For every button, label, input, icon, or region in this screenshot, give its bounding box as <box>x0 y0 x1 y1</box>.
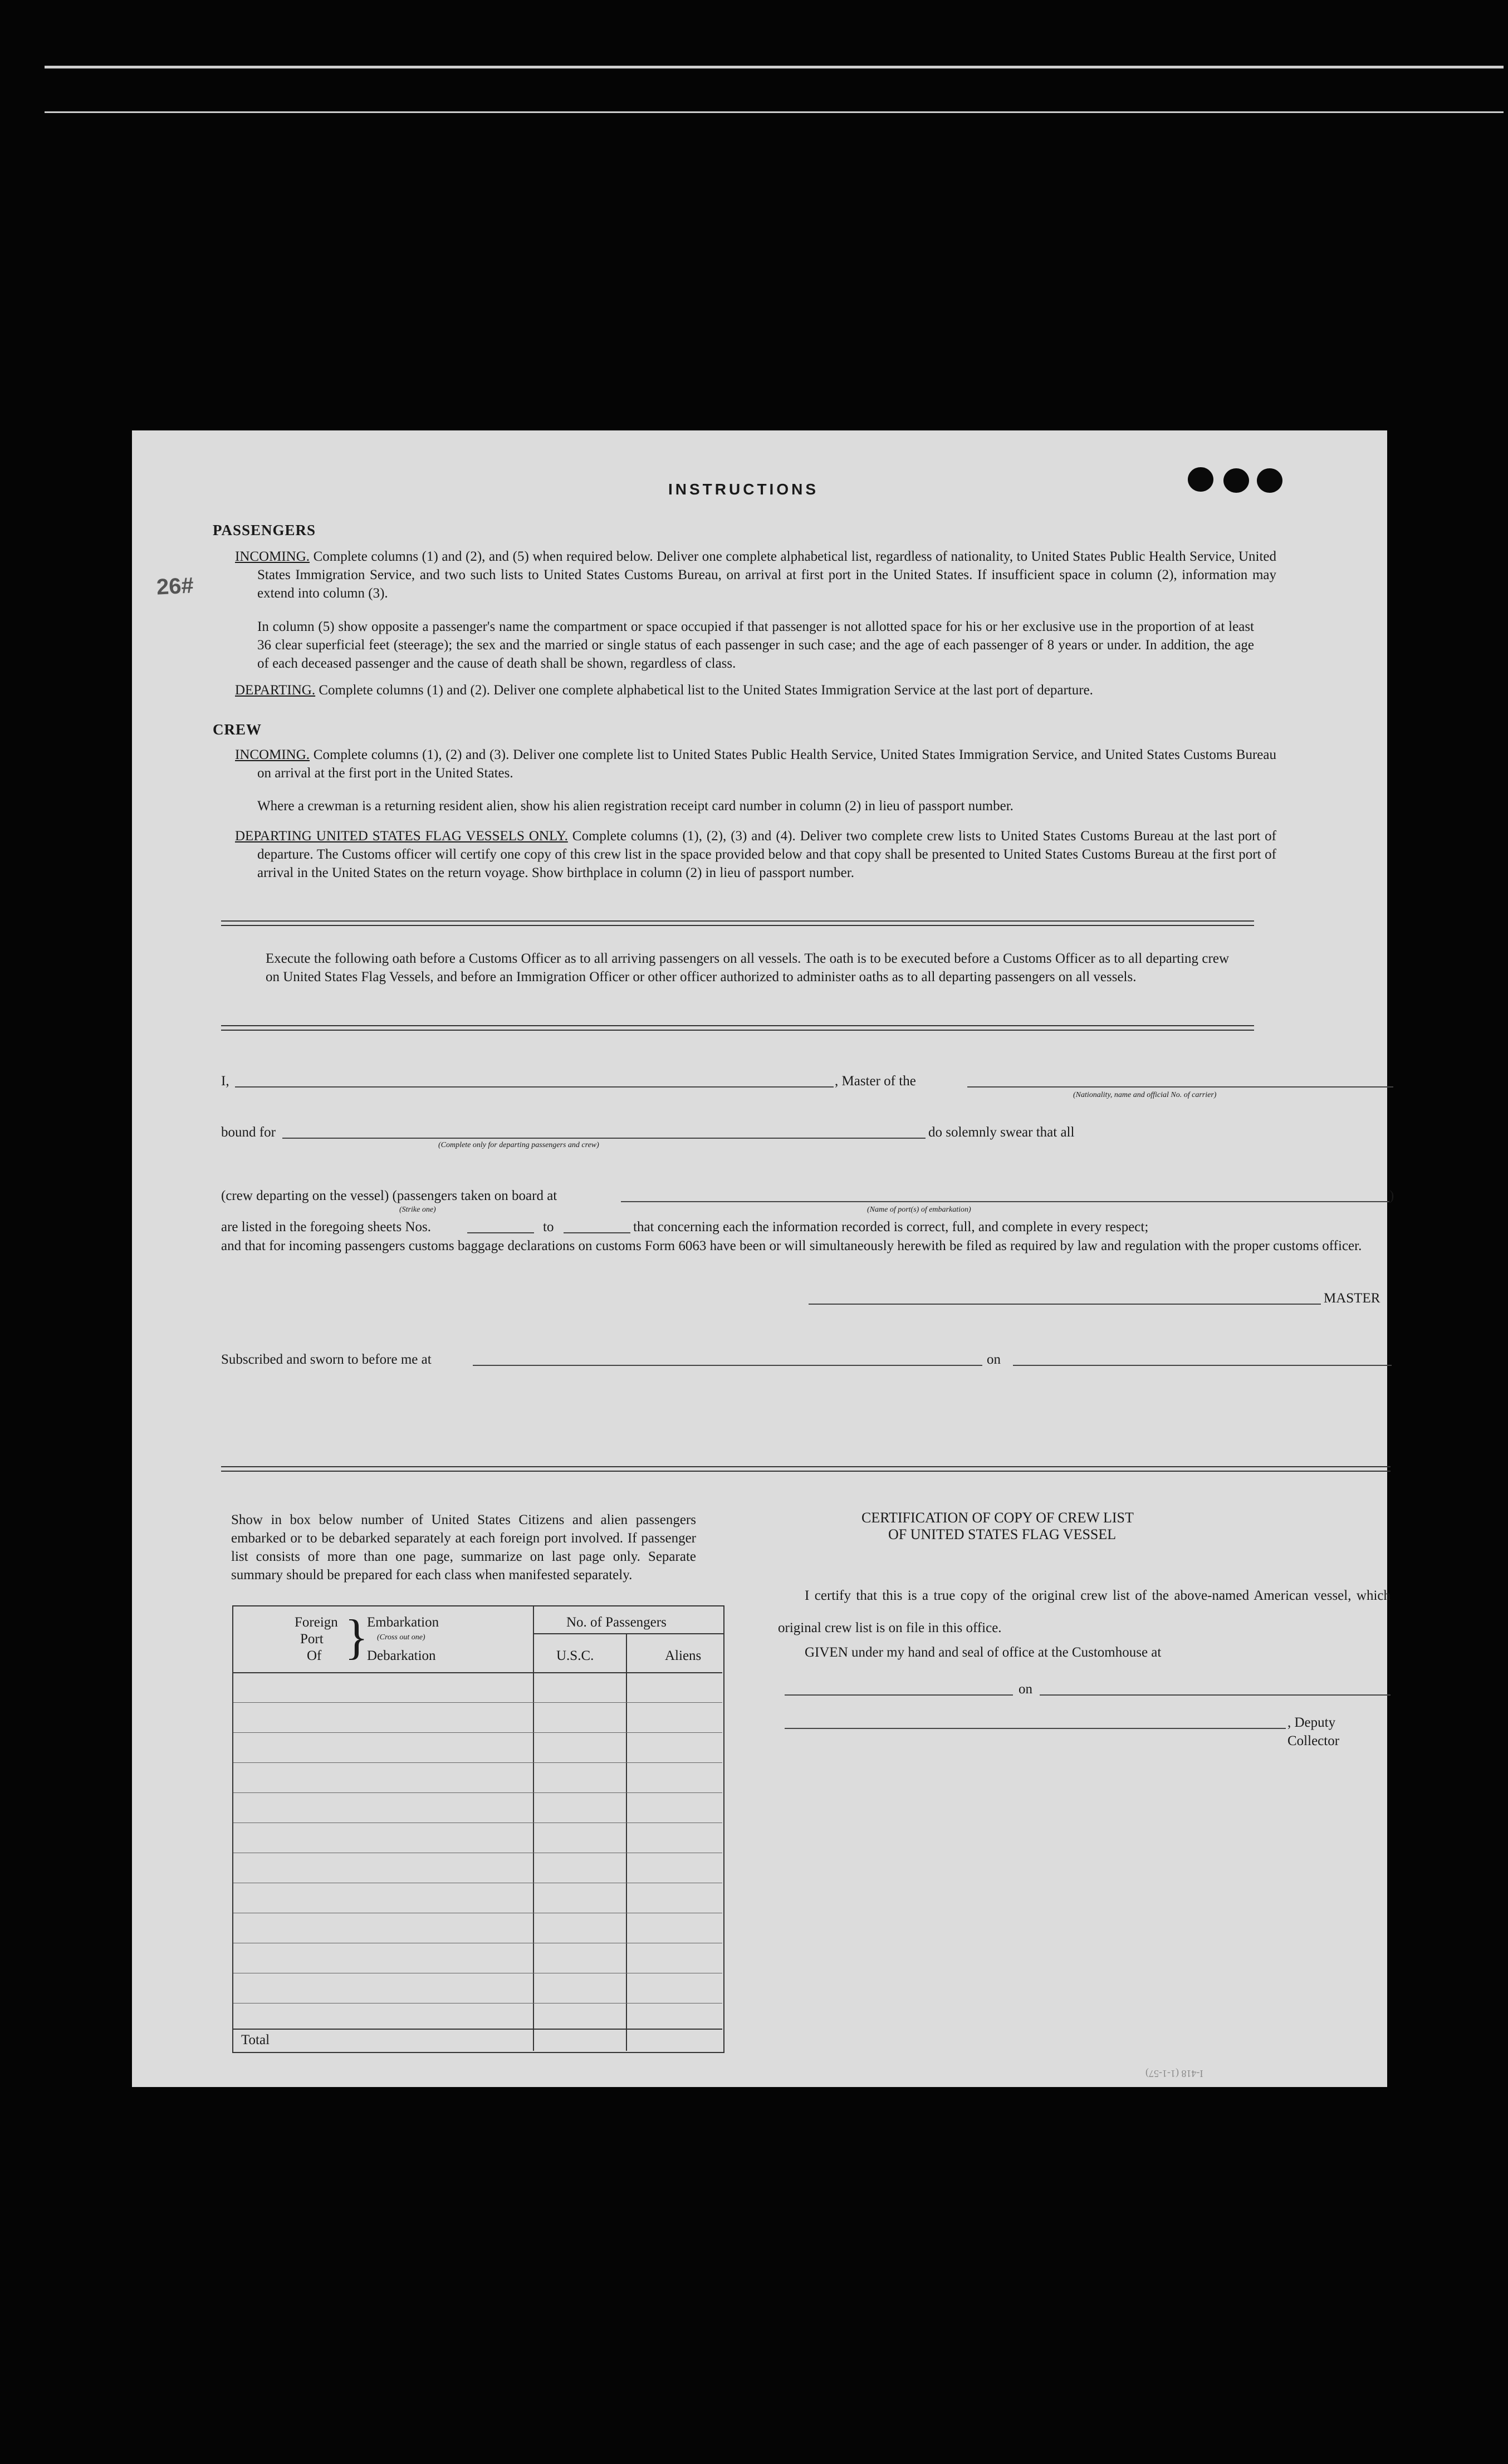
embarkation-label: Embarkation <box>367 1615 439 1630</box>
of-label: Of <box>307 1648 322 1663</box>
ports-caption: (Name of port(s) of embarkation) <box>867 1206 971 1214</box>
table-total-rule <box>233 2029 722 2030</box>
aliens-label: Aliens <box>665 1648 702 1663</box>
certification-date-field[interactable] <box>1040 1694 1391 1696</box>
certification-title-1: CERTIFICATION OF COPY OF CREW LIST <box>861 1510 1134 1526</box>
left-margin-stamp: 26# <box>155 573 194 600</box>
page-title: INSTRUCTIONS <box>668 481 819 498</box>
table-header-bottom <box>233 1672 722 1673</box>
usc-label: U.S.C. <box>556 1648 594 1663</box>
oath-instruction: Execute the following oath before a Customs Officer as to all arriving passengers on all vessels. The oath is to be executed before a Customs Officer as to all departing crew on United States Flag Vessels, and before an Immigration Officer or other officer authorized to administer oaths as to all departing passengers on all vessels. <box>266 951 1229 984</box>
certification-on: on <box>1019 1682 1032 1697</box>
instructions-page <box>132 430 1394 2087</box>
section-divider-3 <box>221 1466 1391 1472</box>
punch-hole-1 <box>1188 467 1213 492</box>
table-row-rule <box>233 1702 722 1703</box>
oath-close-paren: ) <box>1389 1188 1394 1203</box>
sworn-on-field[interactable] <box>1013 1365 1392 1366</box>
passengers-incoming-text: Complete columns (1) and (2), and (5) when required below. Deliver one complete alphabetical list, regardless of nationality, to United States Public Health Service, United States Immigration Service, and two such lists to United States Customs Bureau, on arrival at first port in the United States. If insufficient space in column (2), information may extend into column (3). <box>257 549 1276 601</box>
oath-statement-1: that concerning each the information recorded is correct, full, and complete in every respect; <box>633 1219 1149 1235</box>
passengers-header-rule <box>534 1633 723 1634</box>
no-of-passengers-label: No. of Passengers <box>566 1615 667 1630</box>
master-name-field[interactable] <box>235 1086 834 1088</box>
table-row-rule <box>233 1762 722 1763</box>
foreign-label: Foreign <box>295 1615 338 1630</box>
sworn-on-label: on <box>987 1352 1001 1367</box>
oath-bound-for: bound for <box>221 1125 276 1140</box>
passengers-incoming-paragraph <box>235 547 1276 602</box>
table-row-rule <box>233 1792 722 1793</box>
oath-statement-2: and that for incoming passengers customs baggage declarations on customs Form 6063 have been or will simultaneously herewith be filed as required by law and regulation with the proper customs officer. <box>221 1238 1362 1253</box>
certification-text-1: I certify that this is a true copy of the original crew list of the above-named American vessel, which original crew list is on file in this office. <box>778 1588 1391 1635</box>
crew-resident-text: Where a crewman is a returning resident alien, show his alien registration receipt card number in column (2) in lieu of passport number. <box>257 799 1014 814</box>
crew-flag-paragraph <box>235 827 1276 882</box>
oath-to: to <box>543 1219 554 1235</box>
microfilm-frame-line <box>45 66 1504 68</box>
sheet-to-field[interactable] <box>564 1232 630 1233</box>
microfilm-frame-line-lower <box>45 111 1504 113</box>
summary-instruction: Show in box below number of United States Citizens and alien passengers embarked or to be debarked separately at each foreign port involved. If passenger list consists of more than one page, summarize on last page only. Separate summary should be prepared for each class when manifested separately. <box>231 1512 696 1583</box>
passengers-departing-text: Complete columns (1) and (2). Deliver one complete alphabetical list to the United States Immigration Service at the last port of departure. <box>319 683 1093 698</box>
crew-heading: CREW <box>213 721 262 738</box>
crew-flag-label: DEPARTING UNITED STATES FLAG VESSELS ONLY. <box>235 829 568 844</box>
footer-form-note: I-418 (1-1-57) <box>1145 2068 1203 2079</box>
passengers-departing-paragraph <box>235 681 1254 699</box>
passengers-incoming-label: INCOMING. <box>235 549 310 564</box>
section-divider-1 <box>221 920 1254 926</box>
passengers-heading: PASSENGERS <box>213 522 316 538</box>
oath-are-listed: are listed in the foregoing sheets Nos. <box>221 1219 431 1235</box>
punch-hole-3 <box>1257 468 1282 493</box>
section-divider-2 <box>221 1025 1254 1031</box>
embarkation-ports-field[interactable] <box>621 1201 1389 1202</box>
carrier-field[interactable] <box>967 1086 1393 1088</box>
passengers-column5-text: In column (5) show opposite a passenger's name the compartment or space occupied if that passenger is not allotted space for his or her exclusive use in the proportion of at least 36 clear superficial feet (steerage); the sex and the married or single status of each passenger in such case; and the age of each passenger of 8 years or under. In addition, the age of each deceased passenger and the cause of death shall be shown, regardless of class. <box>257 619 1254 671</box>
master-signature-field[interactable] <box>809 1304 1321 1305</box>
table-row-rule <box>233 1732 722 1733</box>
subscribed-sworn: Subscribed and sworn to before me at <box>221 1352 432 1367</box>
cross-out-caption: (Cross out one) <box>377 1633 425 1642</box>
certification-text-2: GIVEN under my hand and seal of office at the Customhouse at <box>805 1645 1162 1660</box>
deputy-collector-label: , Deputy Collector <box>1287 1715 1340 1748</box>
bound-for-field[interactable] <box>282 1138 926 1139</box>
complete-only-caption: (Complete only for departing passengers and crew) <box>438 1141 599 1149</box>
oath-master-of: , Master of the <box>835 1074 916 1089</box>
sworn-at-field[interactable] <box>473 1365 982 1366</box>
crew-flag-text: Complete columns (1), (2), (3) and (4). Deliver two complete crew lists to United States Customs Bureau at the last port of departure. The Customs officer will certify one copy of this crew list in the space provided below and that copy shall be presented to United States Customs Bureau at the first port of arrival in the United States on the return voyage. Show birthplace in column (2) in lieu of passport number. <box>257 829 1276 880</box>
debarkation-label: Debarkation <box>367 1648 436 1663</box>
passengers-departing-label: DEPARTING. <box>235 683 316 698</box>
sheet-from-field[interactable] <box>467 1232 534 1233</box>
table-divider-b <box>626 1633 627 2051</box>
crew-incoming-text: Complete columns (1), (2) and (3). Deliver one complete list to United States Public Health Service, United States Immigration Service, and United States Customs Bureau on arrival at the first port in the United States. <box>257 747 1276 781</box>
crew-incoming-paragraph <box>235 746 1276 782</box>
carrier-caption: (Nationality, name and official No. of carrier) <box>1073 1091 1217 1099</box>
oath-crew-departing: (crew departing on the vessel) (passengers taken on board at <box>221 1188 557 1203</box>
certification-title-2: OF UNITED STATES FLAG VESSEL <box>888 1526 1117 1542</box>
punch-hole-2 <box>1223 468 1249 493</box>
total-label: Total <box>241 2032 270 2047</box>
crew-incoming-label: INCOMING. <box>235 747 310 762</box>
strike-one-caption: (Strike one) <box>399 1206 436 1214</box>
brace-glyph: } <box>345 1610 369 1664</box>
port-label: Port <box>300 1632 324 1647</box>
deputy-signature-field[interactable] <box>785 1728 1286 1729</box>
oath-i-label: I, <box>221 1074 229 1089</box>
master-label: MASTER <box>1324 1291 1380 1306</box>
customhouse-field[interactable] <box>785 1694 1013 1696</box>
oath-do-swear: do solemnly swear that all <box>928 1125 1075 1140</box>
passenger-summary-table <box>232 1605 724 2053</box>
